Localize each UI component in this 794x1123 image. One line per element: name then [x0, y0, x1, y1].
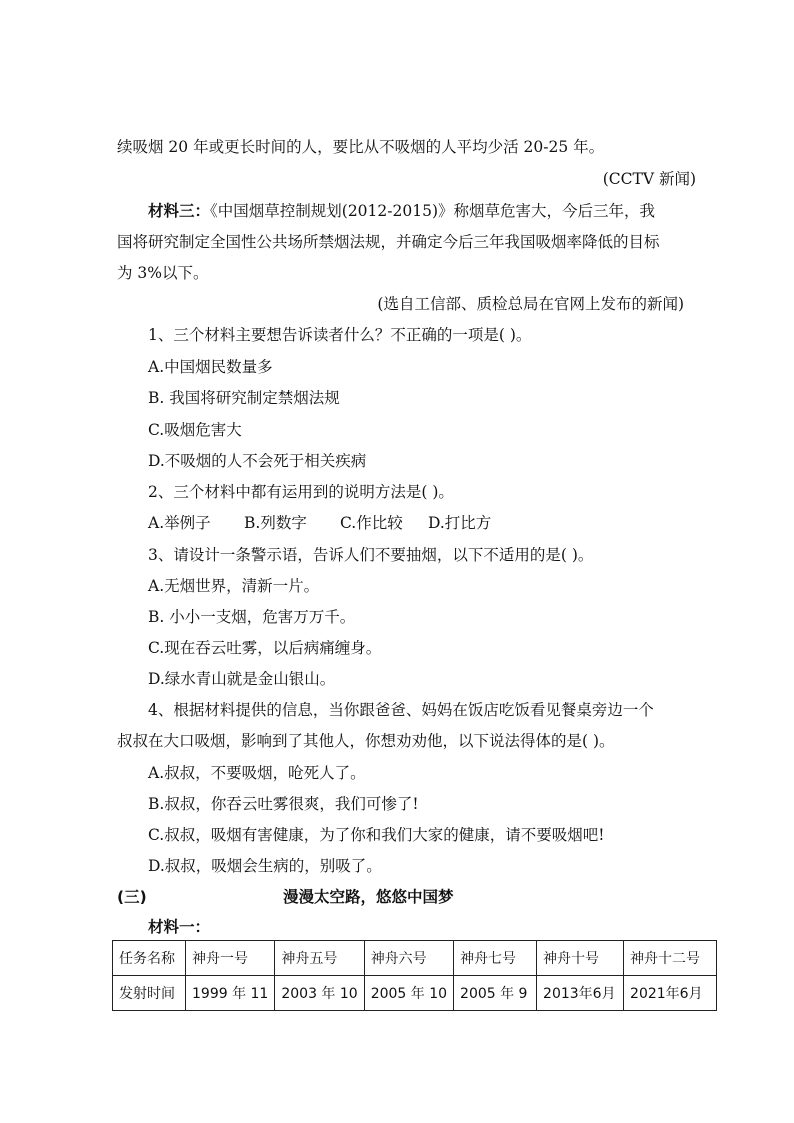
q2-option-c: C.作比较: [340, 514, 403, 532]
table-cell: 神舟五号: [275, 941, 364, 976]
table-cell: 发射时间: [113, 976, 186, 1011]
q4-option-d: D.叔叔，吸烟会生病的，别吸了。: [148, 857, 382, 875]
table-row: [113, 941, 717, 976]
table-cell: 神舟十二号: [624, 941, 717, 976]
material3-text-line1: 《中国烟草控制规划(2012-2015)》称烟草危害大，今后三年，我: [210, 202, 655, 220]
q3-stem: 3、请设计一条警示语，告诉人们不要抽烟，以下不适用的是( )。: [148, 546, 594, 564]
q1-option-c: C.吸烟危害大: [148, 421, 242, 439]
q3-option-b: B. 小小一支烟，危害万万千。: [148, 608, 356, 626]
table-cell: 2013年6月: [537, 976, 624, 1011]
section3-number: (三): [117, 888, 147, 906]
material3-text-line2: 国将研究制定全国性公共场所禁烟法规，并确定今后三年我国吸烟率降低的目标: [117, 233, 660, 251]
table-row: [113, 976, 717, 1011]
section3-title: 漫漫太空路，悠悠中国梦: [283, 888, 454, 906]
table-cell: 神舟十号: [537, 941, 624, 976]
q1-stem: 1、三个材料主要想告诉读者什么？不正确的一项是( )。: [148, 326, 532, 344]
table-cell: 神舟六号: [364, 941, 453, 976]
table-cell: 2005 年 10: [364, 976, 453, 1011]
q4-option-c: C.叔叔，吸烟有害健康，为了你和我们大家的健康，请不要吸烟吧!: [148, 826, 605, 844]
material2-source: (CCTV 新闻): [602, 170, 696, 188]
material2-tail: 续吸烟 20 年或更长时间的人，要比从不吸烟的人平均少活 20-25 年。: [117, 138, 605, 156]
q2-option-a: A.举例子: [148, 514, 211, 532]
table-cell: 1999 年 11: [186, 976, 275, 1011]
q4-stem-line1: 4、根据材料提供的信息，当你跟爸爸、妈妈在饭店吃饭看见餐桌旁边一个: [148, 701, 654, 719]
q4-option-a: A.叔叔，不要吸烟，呛死人了。: [148, 764, 366, 782]
shenzhou-mission-table: [112, 940, 717, 1011]
q2-option-d: D.打比方: [428, 514, 492, 532]
material3-first-line: [148, 201, 655, 221]
table-cell: 2005 年 9: [454, 976, 537, 1011]
table-cell: 任务名称: [113, 941, 186, 976]
q1-option-d: D.不吸烟的人不会死于相关疾病: [148, 452, 367, 470]
material1-label: 材料一：: [148, 918, 211, 936]
q3-option-d: D.绿水青山就是金山银山。: [148, 670, 336, 688]
q1-option-a: A.中国烟民数量多: [148, 358, 273, 376]
q4-option-b: B.叔叔，你吞云吐雾很爽，我们可惨了!: [148, 795, 419, 813]
table-cell: 神舟七号: [454, 941, 537, 976]
material3-source: (选自工信部、质检总局在官网上发布的新闻): [377, 295, 684, 313]
q2-stem: 2、三个材料中都有运用到的说明方法是( )。: [148, 483, 454, 501]
q4-stem-line2: 叔叔在大口吸烟，影响到了其他人，你想劝劝他，以下说法得体的是( )。: [117, 732, 615, 750]
table-cell: 2021年6月: [624, 976, 717, 1011]
q1-option-b: B. 我国将研究制定禁烟法规: [148, 389, 340, 407]
material3-text-line3: 为 3%以下。: [117, 264, 209, 282]
q2-option-b: B.列数字: [244, 514, 307, 532]
q3-option-a: A.无烟世界，清新一片。: [148, 577, 320, 595]
table-cell: 神舟一号: [186, 941, 275, 976]
q3-option-c: C.现在吞云吐雾，以后病痛缠身。: [148, 639, 382, 657]
q2-options: [148, 513, 491, 533]
material3-label: 材料三：: [148, 202, 211, 220]
table-cell: 2003 年 10: [275, 976, 364, 1011]
